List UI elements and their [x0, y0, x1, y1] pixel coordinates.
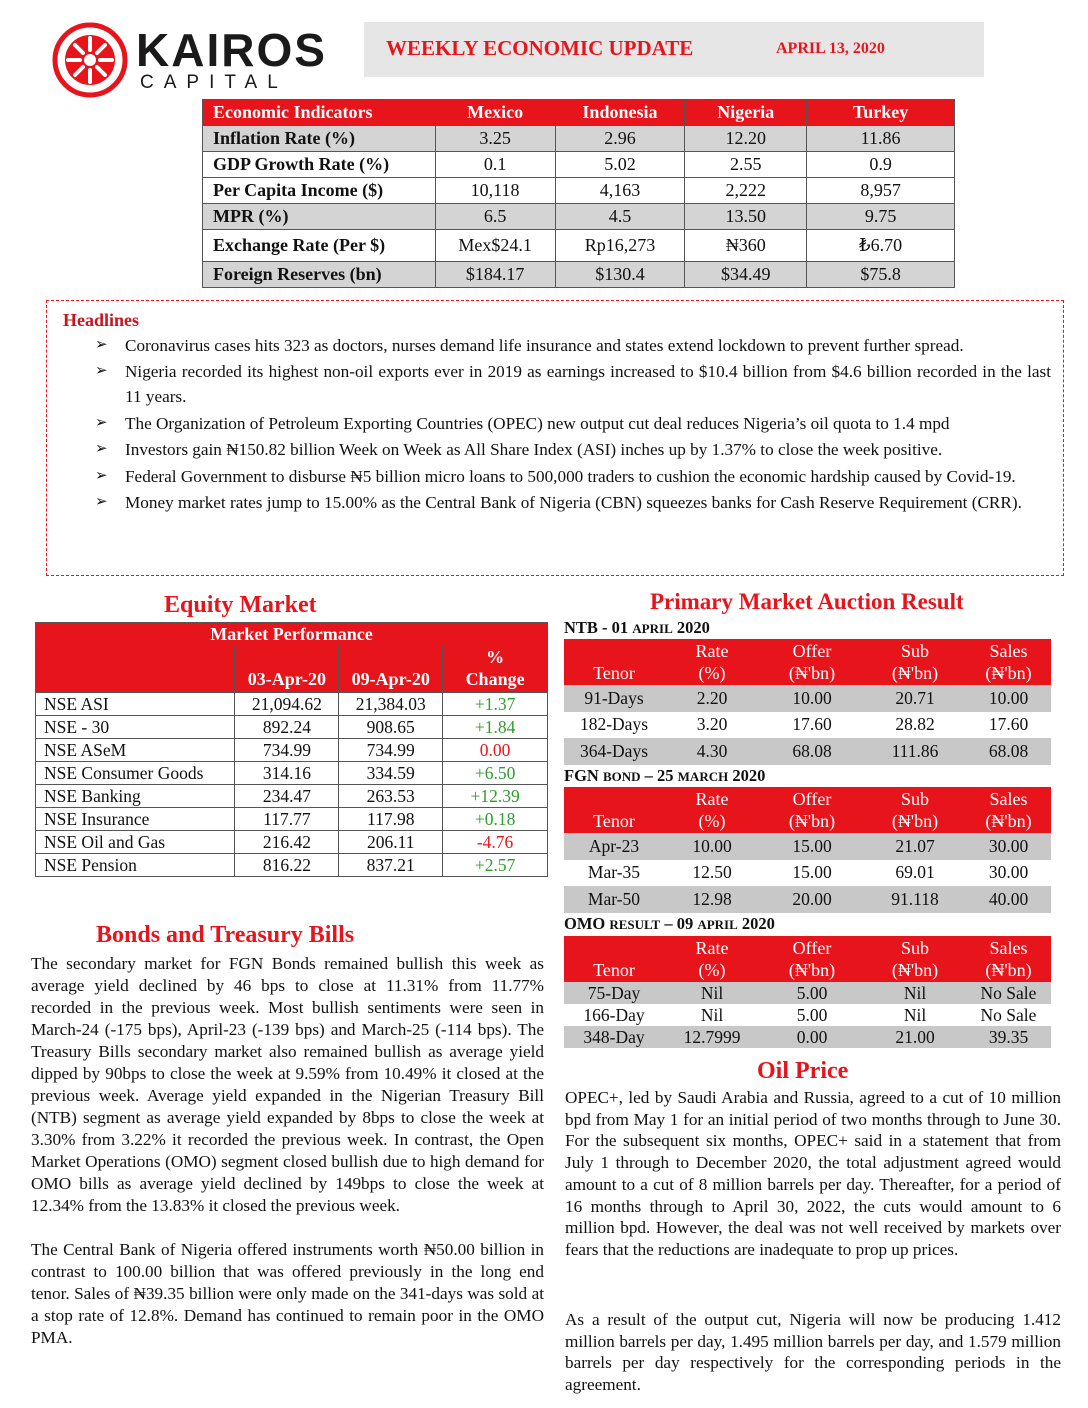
table-header-row [203, 100, 955, 126]
table-cell: 206.11 [339, 831, 443, 854]
table-cell: Nil [864, 982, 966, 1004]
table-cell: 30.00 [966, 833, 1051, 860]
col-header-line: Sub [900, 641, 929, 661]
caption-text: RESULT [609, 917, 661, 932]
arrow-bullet-icon: ➢ [95, 362, 108, 379]
table-row [203, 204, 955, 230]
table-cell: 182-Days [579, 714, 649, 735]
table-cell: 15.00 [792, 862, 832, 883]
col-header-line: Rate [695, 641, 729, 661]
table-header-row [36, 646, 548, 693]
col-header [443, 646, 548, 693]
table-cell: 816.22 [235, 854, 339, 877]
index-name: NSE Insurance [36, 808, 235, 831]
table-cell: 69.01 [895, 862, 935, 883]
list-item [95, 333, 1051, 359]
arrow-bullet-icon: ➢ [95, 337, 108, 353]
table-cell: 5.00 [760, 982, 864, 1004]
col-header-line: (₦'bn) [891, 663, 939, 683]
arrow-bullet-icon: ➢ [95, 414, 108, 431]
table-cell: 10.00 [966, 685, 1051, 712]
table-cell: 734.99 [339, 739, 443, 762]
change-cell: +1.84 [443, 716, 548, 739]
table-cell: 20.00 [760, 886, 864, 913]
brand-subtitle: CAPITAL [140, 72, 288, 93]
col-header-line: Tenor [593, 960, 635, 980]
oil-price-title: Oil Price [757, 1058, 849, 1084]
brand-name: KAIROS [136, 24, 327, 76]
table-cell: 21,384.03 [339, 693, 443, 716]
col-header [760, 936, 864, 982]
index-name: NSE ASeM [36, 739, 235, 762]
headlines-title: Headlines [63, 310, 140, 330]
bonds-paragraph-1: The secondary market for FGN Bonds remained bullish this week as average yield declined by 46 bps to close at 11.31% from 11.77% recorded in the previous week. Most bullish sentiments were seen in March-24 (-175 bps), April-23 (-139 bps) and March-25 (-114 bps). The Treasury Bills secondary market also remained bullish as average yield dipped by 90bps to close the week at 9.59% from 10.49% it closed at the previous week. Average yield expanded in the Nigerian Treasury Bill (NTB) segment as average yield expanded by 8bps to close the week at 3.30% from 3.22% it recorded the previous week. In contrast, the Open Market Operations (OMO) segment closed bullish due to high demand for OMO bills as average yield declined by 149bps to close the week at 12.34% from the 13.83% it closed the previous week. [31, 954, 544, 1215]
col-header-line: Tenor [593, 811, 635, 831]
change-cell: +1.37 [443, 693, 548, 716]
caption-text: 2020 [737, 914, 775, 933]
col-header-line: (₦'bn) [891, 811, 939, 831]
table-cell: 314.16 [235, 762, 339, 785]
table-cell: 216.42 [235, 831, 339, 854]
col-header-line: (%) [698, 663, 726, 683]
table-cell: 2.96 [555, 126, 685, 152]
table-row [36, 831, 548, 854]
index-name: NSE Pension [36, 854, 235, 877]
table-cell: 0.1 [435, 152, 555, 178]
col-header [760, 787, 864, 833]
col-header-line: Offer [792, 641, 832, 661]
col-header-line: (₦'bn) [788, 663, 836, 683]
table-cell: 364-Days [564, 738, 664, 765]
col-header-line: Offer [792, 938, 832, 958]
table-cell: 12.20 [685, 126, 807, 152]
col-header [864, 639, 966, 685]
col-header-line: Rate [695, 938, 729, 958]
table-cell: Apr-23 [564, 833, 664, 860]
table-cell: 0.00 [760, 1026, 864, 1048]
table-cell: 12.98 [664, 886, 760, 913]
index-name: NSE - 30 [36, 716, 235, 739]
table-cell: ₺6.70 [807, 230, 955, 262]
table-header-row [564, 639, 1051, 685]
bonds-paragraph-2: The Central Bank of Nigeria offered instruments worth ₦50.00 billion in contrast to 100.00 billion that was offered previously in the long end tenor. Sales of ₦39.35 billion were only made on the 341-days was sold at a stop rate of 12.8%. Demand has continued to remain poor in the OMO PMA. [31, 1240, 544, 1347]
table-cell: 68.08 [760, 738, 864, 765]
col-header [864, 936, 966, 982]
col-header: Turkey [807, 100, 955, 126]
col-header [664, 639, 760, 685]
col-header [564, 787, 664, 833]
table-cell: 5.02 [555, 152, 685, 178]
table-cell: 39.35 [966, 1026, 1051, 1048]
col-header-line: (%) [698, 960, 726, 980]
caption-text: – 25 [640, 766, 678, 785]
table-cell: $34.49 [685, 262, 807, 288]
table-cell: 3.25 [435, 126, 555, 152]
col-header: Mexico [435, 100, 555, 126]
table-row [203, 126, 955, 152]
table-cell: 837.21 [339, 854, 443, 877]
market-performance-table [35, 622, 548, 877]
table-cell: 11.86 [807, 126, 955, 152]
caption-text: 2020 [672, 618, 710, 637]
indicator-name: Exchange Rate (Per $) [203, 230, 436, 262]
table-cell: 8,957 [807, 178, 955, 204]
col-header [564, 936, 664, 982]
table-row [564, 860, 1051, 887]
indicator-name: Per Capita Income ($) [203, 178, 436, 204]
change-cell: +0.18 [443, 808, 548, 831]
col-header-line: (₦'bn) [985, 663, 1032, 683]
table-row [564, 982, 1051, 1004]
change-cell: +2.57 [443, 854, 548, 877]
table-cell: Mar-50 [564, 886, 664, 913]
table-cell: Nil [700, 1004, 724, 1025]
headline-text: The Organization of Petroleum Exporting Countries (OPEC) new output cut deal reduces Nigeria’s oil quota to 1.4 mpd [125, 413, 950, 433]
change-cell: +6.50 [443, 762, 548, 785]
table-row [36, 785, 548, 808]
table-row [564, 712, 1051, 739]
col-header: 03-Apr-20 [235, 646, 339, 693]
caption-text: APRIL [697, 917, 738, 932]
index-name: NSE ASI [36, 693, 235, 716]
table-cell: 13.50 [685, 204, 807, 230]
table-cell: 30.00 [988, 862, 1029, 883]
table-row [564, 886, 1051, 913]
col-header-line: (₦'bn) [788, 811, 836, 831]
table-cell: 234.47 [235, 785, 339, 808]
table-row [203, 230, 955, 262]
table-header-row [564, 787, 1051, 833]
bonds-title: Bonds and Treasury Bills [96, 922, 355, 948]
change-cell: +12.39 [443, 785, 548, 808]
table-row [564, 1004, 1051, 1026]
indicator-name: GDP Growth Rate (%) [203, 152, 436, 178]
table-row [36, 716, 548, 739]
table-row [36, 854, 548, 877]
col-header-line: (₦'bn) [985, 960, 1032, 980]
col-header-line: Offer [792, 789, 832, 809]
col-header-line: Rate [695, 789, 729, 809]
col-header-line: Change [465, 669, 525, 689]
index-name: NSE Consumer Goods [36, 762, 235, 785]
fgn-bond-auction-table [564, 787, 1051, 913]
indicator-name: MPR (%) [203, 204, 436, 230]
table-cell: 21.00 [864, 1026, 966, 1048]
table-cell: 2.20 [664, 685, 760, 712]
table-row [203, 152, 955, 178]
table-row [36, 762, 548, 785]
caption-text: 2020 [728, 766, 766, 785]
caption-text: BOND [602, 769, 641, 784]
table-cell: Nil [664, 982, 760, 1004]
oil-paragraph-2: As a result of the output cut, Nigeria will now be producing 1.412 million barrels per day, 1.495 million barrels per day, and 1.579 million barrels per day respectively for the corresponding periods in the agreement. [565, 1310, 1061, 1395]
table-cell: 21.07 [864, 833, 966, 860]
kairos-logo-icon [52, 22, 128, 98]
col-header [966, 639, 1051, 685]
table-cell: 28.82 [895, 714, 935, 735]
table-cell: 15.00 [760, 833, 864, 860]
omo-result-caption [564, 914, 775, 934]
col-header: Economic Indicators [203, 100, 436, 126]
list-item [95, 490, 1051, 516]
table-cell: Nil [903, 1004, 927, 1025]
table-cell: 40.00 [966, 886, 1051, 913]
col-header [864, 787, 966, 833]
table-cell: 17.60 [988, 714, 1029, 735]
table-row [564, 738, 1051, 765]
ntb-auction-table [564, 639, 1051, 765]
table-cell: Rp16,273 [555, 230, 685, 262]
list-item [95, 359, 1051, 410]
table-cell: Mex$24.1 [435, 230, 555, 262]
table-caption-row [36, 623, 548, 646]
col-header-line: Sales [989, 641, 1028, 661]
report-banner [364, 22, 984, 77]
auction-title: Primary Market Auction Result [650, 589, 964, 614]
list-item [95, 411, 1051, 437]
table-row [36, 693, 548, 716]
table-cell: $184.17 [435, 262, 555, 288]
caption-text: FGN [564, 766, 603, 785]
table-cell: 263.53 [339, 785, 443, 808]
table-cell: 4,163 [555, 178, 685, 204]
col-header: 09-Apr-20 [339, 646, 443, 693]
table-cell: 10.00 [664, 833, 760, 860]
headline-text: Federal Government to disburse ₦5 billion micro loans to 500,000 traders to cushion the economic hardship caused by Covid-19. [125, 466, 1016, 486]
table-cell: 10.00 [760, 685, 864, 712]
headlines-box [46, 300, 1064, 576]
oil-paragraph-1: OPEC+, led by Saudi Arabia and Russia, agreed to a cut of 10 million bpd from May 1 for an initial period of two months through to June 30. For the subsequent six months, OPEC+ said in a statement that from July 1 through to December 2020, the total adjustment agreed would amount to a cut of 8 million barrels per day. Thereafter, for a period of 16 months through to April 30, 2022, the cuts would amount to 6 million bpd. However, the deal was not well received by markets over fears that the reductions are inadequate to prop up prices. [565, 1088, 1061, 1259]
table-cell: No Sale [966, 982, 1051, 1004]
col-header-line: % [486, 647, 505, 667]
table-cell: 17.60 [792, 714, 832, 735]
table-cell: 6.5 [435, 204, 555, 230]
table-cell: 4.30 [664, 738, 760, 765]
arrow-bullet-icon: ➢ [95, 467, 108, 484]
ntb-caption [564, 618, 710, 638]
col-header-line: Tenor [593, 663, 635, 683]
list-item [95, 437, 1051, 463]
table-cell: 9.75 [807, 204, 955, 230]
table-cell: $75.8 [807, 262, 955, 288]
table-row [36, 808, 548, 831]
arrow-bullet-icon: ➢ [95, 494, 108, 510]
table-cell: 12.7999 [664, 1026, 760, 1048]
company-logo [52, 20, 342, 100]
table-cell: 117.77 [235, 808, 339, 831]
col-header [564, 639, 664, 685]
col-header [664, 787, 760, 833]
table-header-row [564, 936, 1051, 982]
table-cell: 734.99 [235, 739, 339, 762]
headline-text: Coronavirus cases hits 323 as doctors, nurses demand life insurance and states extend lockdown to prevent further spread. [125, 336, 964, 355]
table-cell: 12.50 [692, 862, 732, 883]
headline-text: Money market rates jump to 15.00% as the Central Bank of Nigeria (CBN) squeezes banks for Cash Reserve Requirement (CRR). [125, 493, 1022, 512]
list-item [95, 464, 1051, 490]
col-header: Indonesia [555, 100, 685, 126]
col-header [966, 936, 1051, 982]
caption-text: APRIL [632, 621, 673, 636]
table-cell: 91-Days [564, 685, 664, 712]
table-cell: 348-Day [564, 1026, 664, 1048]
arrow-bullet-icon: ➢ [95, 441, 108, 457]
change-cell: -4.76 [443, 831, 548, 854]
index-name: NSE Oil and Gas [36, 831, 235, 854]
col-header-line: (₦'bn) [891, 960, 939, 980]
caption-text: OMO [564, 914, 610, 933]
table-cell: 75-Day [564, 982, 664, 1004]
headlines-list [95, 333, 1051, 516]
table-cell: 111.86 [864, 738, 966, 765]
col-header-line: Sub [900, 789, 929, 809]
caption-text: MARCH [677, 769, 729, 784]
market-performance-caption: Market Performance [36, 623, 548, 646]
col-header-line: (₦'bn) [985, 811, 1032, 831]
table-cell: 0.9 [807, 152, 955, 178]
col-header-line: Sales [989, 789, 1028, 809]
col-header-line: (₦'bn) [788, 960, 836, 980]
table-row [564, 1026, 1051, 1048]
table-cell: 3.20 [696, 714, 728, 735]
col-header: Nigeria [685, 100, 807, 126]
table-cell: 166-Day [583, 1004, 645, 1025]
caption-text: – 09 [660, 914, 698, 933]
table-cell: 5.00 [796, 1004, 828, 1025]
table-cell: 908.65 [339, 716, 443, 739]
col-header-line: Sub [900, 938, 929, 958]
table-cell: $130.4 [555, 262, 685, 288]
caption-text: NTB - 01 [564, 618, 633, 637]
col-header [36, 646, 235, 693]
table-row [203, 178, 955, 204]
report-date: APRIL 13, 2020 [776, 40, 885, 57]
table-cell: No Sale [980, 1004, 1037, 1025]
table-cell: ₦360 [685, 230, 807, 262]
table-cell: 117.98 [339, 808, 443, 831]
report-title: WEEKLY ECONOMIC UPDATE [386, 36, 694, 60]
table-row [564, 685, 1051, 712]
indicator-name: Foreign Reserves (bn) [203, 262, 436, 288]
table-row [203, 262, 955, 288]
headline-text: Nigeria recorded its highest non-oil exports ever in 2019 as earnings increased to $10.4 billion from $4.6 billion recorded in the last 11 years. [125, 361, 1051, 406]
table-cell: 68.08 [966, 738, 1051, 765]
fgn-bond-caption [564, 766, 765, 786]
table-cell: 21,094.62 [235, 693, 339, 716]
change-cell: 0.00 [443, 739, 548, 762]
equity-market-title: Equity Market [164, 592, 317, 618]
table-cell: 91.118 [864, 886, 966, 913]
headline-text: Investors gain ₦150.82 billion Week on Week as All Share Index (ASI) inches up by 1.37% to close the week positive. [125, 440, 943, 459]
table-row [564, 833, 1051, 860]
table-cell: Mar-35 [587, 862, 641, 883]
col-header [966, 787, 1051, 833]
index-name: NSE Banking [36, 785, 235, 808]
col-header [760, 639, 864, 685]
col-header-line: Sales [989, 938, 1028, 958]
table-cell: 10,118 [435, 178, 555, 204]
table-cell: 20.71 [864, 685, 966, 712]
table-row [36, 739, 548, 762]
indicator-name: Inflation Rate (%) [203, 126, 436, 152]
col-header-line: (%) [698, 811, 726, 831]
table-cell: 4.5 [555, 204, 685, 230]
omo-result-table [564, 936, 1051, 1048]
economic-indicators-table [202, 99, 955, 288]
table-cell: 2.55 [685, 152, 807, 178]
table-cell: 334.59 [339, 762, 443, 785]
table-cell: 2,222 [685, 178, 807, 204]
col-header [664, 936, 760, 982]
table-cell: 892.24 [235, 716, 339, 739]
